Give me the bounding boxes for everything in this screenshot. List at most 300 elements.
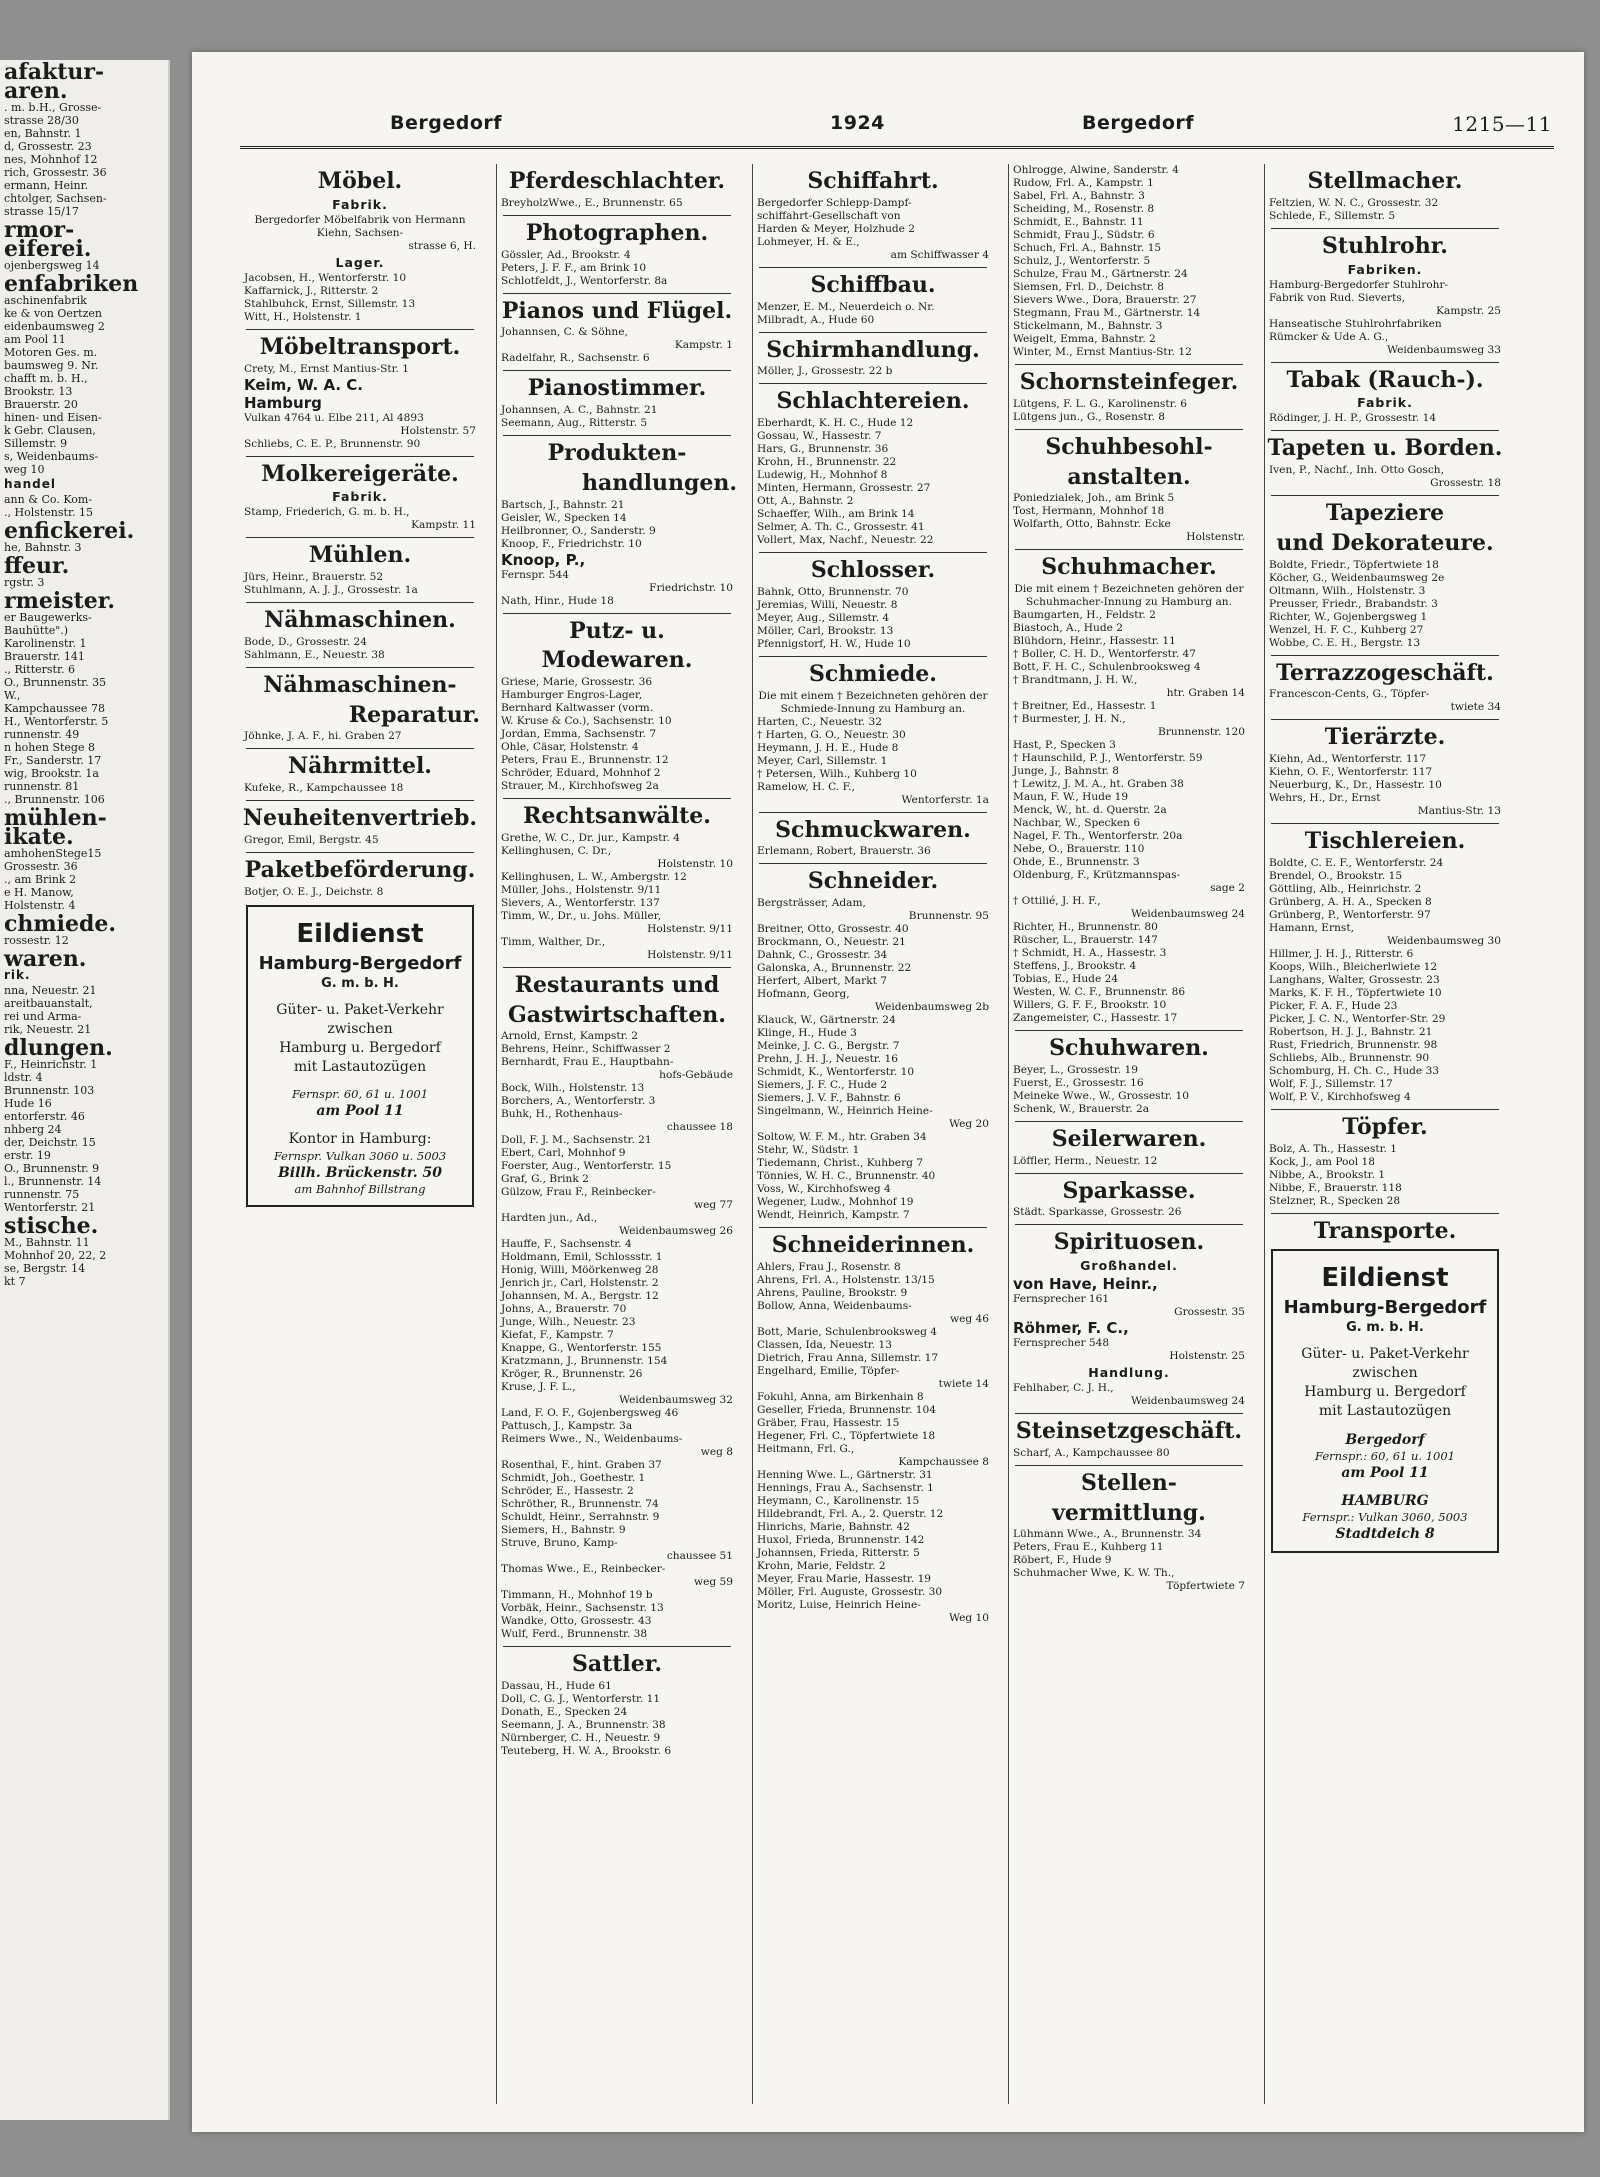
directory-entry: Die mit einem † Bezeichneten gehören der Schmiede-Innung zu Hamburg an. bbox=[758, 689, 988, 715]
directory-entry: Fehlhaber, C. J. H., bbox=[1013, 1382, 1114, 1394]
advert-office-address: Billh. Brückenstr. 50 bbox=[277, 1164, 443, 1181]
section-divider bbox=[246, 800, 474, 801]
directory-entry: Brendel, O., Brookstr. 15 bbox=[1269, 869, 1403, 882]
directory-entry: Peters, Frau E., Brunnenstr. 12 bbox=[501, 754, 669, 766]
directory-entry: Johannsen, Frieda, Ritterstr. 5 bbox=[757, 1546, 920, 1559]
left-heading: rmor- bbox=[4, 217, 75, 243]
section-heading: Restaurants und bbox=[514, 971, 720, 998]
left-entry: strasse 28/30 bbox=[4, 114, 79, 127]
directory-entry: Weidenbaumsweg 24 bbox=[1131, 908, 1245, 920]
directory-entry: Kampstr. 1 bbox=[674, 339, 733, 352]
directory-entry: Neuerburg, K., Dr., Hassestr. 10 bbox=[1269, 779, 1442, 791]
directory-entry: Weidenbaumsweg 26 bbox=[619, 1225, 733, 1238]
directory-entry: Bernhardt, Frau E., Hauptbahn- bbox=[501, 1056, 674, 1069]
directory-entry: Gülzow, Frau F., Reinbecker- bbox=[501, 1186, 656, 1199]
left-entry: s, Weidenbaums- bbox=[4, 450, 99, 463]
directory-entry: Schröther, R., Brunnenstr. 74 bbox=[501, 1498, 659, 1511]
section-divider bbox=[1015, 1224, 1243, 1225]
section-heading: Nähmaschinen. bbox=[264, 607, 456, 633]
directory-entry: Hillmer, J. H. J., Ritterstr. 6 bbox=[1269, 947, 1414, 960]
directory-entry: weg 46 bbox=[950, 1312, 989, 1325]
directory-entry: Langhans, Walter, Grossestr. 23 bbox=[1269, 973, 1440, 986]
left-entry: H., Wentorferstr. 5 bbox=[4, 715, 109, 728]
directory-entry: Breitner, Otto, Grossestr. 40 bbox=[757, 923, 909, 935]
left-heading: chmiede. bbox=[4, 911, 117, 937]
left-heading: dlungen. bbox=[4, 1035, 113, 1061]
advert-office-phone: Fernspr. Vulkan 3060 u. 5003 bbox=[273, 1148, 447, 1163]
left-entry: O., Brunnenstr. 35 bbox=[4, 676, 107, 689]
directory-entry: Seemann, J. A., Brunnenstr. 38 bbox=[501, 1719, 666, 1731]
section-heading: Schneider. bbox=[807, 868, 939, 895]
directory-entry: Siemers, J. F. C., Hude 2 bbox=[757, 1079, 888, 1091]
section-heading: Modewaren. bbox=[541, 647, 693, 674]
directory-entry: twiete 14 bbox=[938, 1377, 989, 1390]
advert-company: G. m. b. H. bbox=[321, 975, 399, 991]
directory-entry: Donath, E., Specken 24 bbox=[501, 1706, 628, 1718]
directory-entry: Hast, P., Specken 3 bbox=[1013, 739, 1116, 751]
directory-entry: Beyer, L., Grossestr. 19 bbox=[1013, 1063, 1138, 1076]
directory-entry: Kiefat, F., Kampstr. 7 bbox=[501, 1329, 614, 1342]
section-divider bbox=[246, 329, 474, 330]
directory-entry: Johannsen, A. C., Bahnstr. 21 bbox=[501, 404, 658, 416]
directory-entry: Meyer, Frau Marie, Hassestr. 19 bbox=[757, 1572, 932, 1585]
left-entry: entorferstr. 46 bbox=[4, 1110, 85, 1123]
section-divider bbox=[759, 267, 987, 268]
directory-entry: Weidenbaumsweg 32 bbox=[619, 1394, 733, 1407]
directory-entry: weg 77 bbox=[694, 1199, 733, 1212]
section-heading: Nährmittel. bbox=[288, 753, 432, 780]
directory-entry: Honig, Willi, Möörkenweg 28 bbox=[501, 1264, 659, 1277]
left-entry: Brookstr. 13 bbox=[4, 385, 73, 398]
left-page-fragment bbox=[0, 60, 170, 2120]
section-heading: Spirituosen. bbox=[1053, 1229, 1205, 1256]
section-heading: Photographen. bbox=[525, 219, 709, 246]
directory-entry: Schlede, F., Sillemstr. 5 bbox=[1269, 209, 1396, 222]
section-divider bbox=[759, 1227, 987, 1228]
section-subheading: Fabriken. bbox=[1347, 261, 1423, 277]
advert-spacer bbox=[254, 1120, 466, 1130]
directory-entry: Nath, Hinr., Hude 18 bbox=[501, 594, 614, 607]
directory-entry: Lütgens, F. L. G., Karolinenstr. 6 bbox=[1013, 397, 1187, 410]
directory-entry: Holstenstr. bbox=[1186, 531, 1245, 544]
directory-entry: Sievers Wwe., Dora, Brauerstr. 27 bbox=[1013, 294, 1197, 306]
section-heading: Schlosser. bbox=[810, 557, 936, 583]
directory-entry: Fokuhl, Anna, am Birkenhain 8 bbox=[757, 1390, 924, 1403]
section-divider bbox=[1015, 364, 1243, 365]
column-2 bbox=[496, 164, 737, 2104]
section-heading: Terrazzogeschäft. bbox=[1276, 659, 1494, 686]
directory-entry: Wenzel, H. F. C., Kuhberg 27 bbox=[1269, 623, 1424, 636]
left-heading: enfabriken bbox=[4, 271, 139, 297]
left-entry: M., Bahnstr. 11 bbox=[4, 1236, 90, 1249]
advert-ad2 bbox=[1271, 1249, 1499, 1553]
directory-entry: Heymann, C., Karolinenstr. 15 bbox=[757, 1494, 920, 1507]
directory-entry: Jürs, Heinr., Brauerstr. 52 bbox=[244, 571, 384, 583]
section-heading: Rechtsanwälte. bbox=[523, 803, 711, 829]
left-entry: . m. b.H., Grosse- bbox=[4, 101, 102, 114]
directory-entry: Fernsprecher 161 bbox=[1013, 1293, 1110, 1305]
directory-entry: Graf, G., Brink 2 bbox=[501, 1173, 589, 1186]
section-divider bbox=[1271, 1109, 1499, 1110]
directory-entry: Scheiding, M., Rosenstr. 8 bbox=[1013, 203, 1155, 215]
section-divider bbox=[503, 967, 731, 968]
section-divider bbox=[1015, 1173, 1243, 1174]
directory-entry: Stamp, Friederich, G. m. b. H., bbox=[244, 506, 410, 519]
directory-entry: Singelmann, W., Heinrich Heine- bbox=[757, 1105, 933, 1117]
section-heading: und Dekorateure. bbox=[1276, 529, 1494, 556]
directory-entry: Heymann, J. H. E., Hude 8 bbox=[757, 741, 899, 754]
left-entry: Sillemstr. 9 bbox=[4, 437, 68, 450]
directory-entry: Richter, H., Brunnenstr. 80 bbox=[1013, 921, 1158, 933]
section-divider bbox=[503, 1646, 731, 1647]
directory-entry: Lohmeyer, H. & E., bbox=[757, 235, 860, 248]
advert-address: am Pool 11 bbox=[1341, 1465, 1429, 1482]
left-entry: Bauhütte".) bbox=[4, 624, 69, 637]
advert-line: Hamburg u. Bergedorf bbox=[279, 1039, 441, 1056]
left-entry: rich, Grossestr. 36 bbox=[4, 166, 107, 179]
section-subheading: Fabrik. bbox=[1357, 395, 1413, 411]
directory-entry: sage 2 bbox=[1210, 882, 1245, 894]
featured-entry: Knoop, P., bbox=[501, 550, 586, 569]
advert-line: Hamburg u. Bergedorf bbox=[1304, 1384, 1466, 1401]
directory-entry: Hardten jun., Ad., bbox=[501, 1212, 598, 1225]
directory-entry: Kratzmann, J., Brunnenstr. 154 bbox=[501, 1355, 668, 1368]
running-header bbox=[240, 108, 1554, 149]
directory-entry: Jeremias, Willi, Neuestr. 8 bbox=[757, 598, 898, 611]
section-heading: Schmuckwaren. bbox=[775, 816, 971, 843]
directory-entry: Vulkan 4764 u. Elbe 211, Al 4893 bbox=[244, 411, 424, 424]
advert-spacer bbox=[254, 1077, 466, 1087]
directory-entry: Weidenbaumsweg 24 bbox=[1131, 1395, 1245, 1407]
left-entry: ann & Co. Kom- bbox=[4, 493, 93, 506]
directory-entry: Fernsprecher 548 bbox=[1013, 1337, 1110, 1349]
section-heading: Mühlen. bbox=[308, 542, 412, 569]
left-entry: l., Brunnenstr. 14 bbox=[4, 1175, 102, 1188]
section-divider bbox=[1271, 362, 1499, 363]
section-heading: Pianos und Flügel. bbox=[501, 297, 733, 324]
directory-entry: Boldte, Friedr., Töpfertwiete 18 bbox=[1269, 558, 1439, 571]
section-heading: Gastwirtschaften. bbox=[508, 1001, 726, 1028]
advert-line: zwischen bbox=[327, 1020, 393, 1037]
directory-entry: Fuerst, E., Grossestr. 16 bbox=[1013, 1076, 1144, 1089]
directory-entry: Kock, J., am Pool 18 bbox=[1269, 1155, 1376, 1168]
advert-line: zwischen bbox=[1352, 1365, 1418, 1382]
left-entry: Mohnhof 20, 22, 2 bbox=[4, 1249, 107, 1262]
directory-entry: Rödinger, J. H. P., Grossestr. 14 bbox=[1269, 412, 1437, 425]
directory-entry: Schröder, E., Hassestr. 2 bbox=[501, 1485, 634, 1498]
section-divider bbox=[1015, 549, 1243, 550]
left-heading: eiferei. bbox=[4, 236, 92, 262]
directory-entry: Kellinghusen, C. Dr., bbox=[501, 844, 612, 857]
directory-entry: Schmidt, Joh., Goethestr. 1 bbox=[501, 1472, 646, 1485]
directory-entry: Wolfarth, Otto, Bahnstr. Ecke bbox=[1013, 518, 1171, 531]
directory-entry: Holstenstr. 57 bbox=[400, 424, 476, 437]
directory-entry: Schmidt, K., Wentorferstr. 10 bbox=[757, 1066, 915, 1078]
section-subheading: Lager. bbox=[335, 254, 385, 270]
left-entry: n hohen Stege 8 bbox=[4, 741, 95, 754]
directory-entry: Kampstr. 11 bbox=[411, 519, 476, 532]
directory-entry: Schliebs, Alb., Brunnenstr. 90 bbox=[1269, 1051, 1430, 1064]
directory-entry: Kaffarnick, J., Ritterstr. 2 bbox=[244, 284, 379, 297]
directory-entry: Hinrichs, Marie, Bahnstr. 42 bbox=[757, 1520, 911, 1533]
directory-entry: Gossau, W., Hassestr. 7 bbox=[757, 430, 882, 442]
directory-entry: Radelfahr, R., Sachsenstr. 6 bbox=[501, 352, 650, 365]
directory-entry: Preusser, Friedr., Brabandstr. 3 bbox=[1269, 597, 1438, 610]
directory-entry: Kröger, R., Brunnenstr. 26 bbox=[501, 1368, 643, 1381]
advert-title: Eildienst bbox=[296, 918, 424, 949]
directory-entry: † Brandtmann, J. H. W., bbox=[1013, 674, 1138, 686]
left-entry: Motoren Ges. m. bbox=[4, 346, 98, 359]
directory-entry: Krohn, H., Brunnenstr. 22 bbox=[757, 456, 897, 468]
left-entry: en, Bahnstr. 1 bbox=[4, 127, 82, 140]
directory-entry: strasse 6, H. bbox=[408, 239, 476, 252]
advert-line: mit Lastautozügen bbox=[1318, 1403, 1452, 1420]
directory-entry: W. Kruse & Co.), Sachsenstr. 10 bbox=[501, 715, 672, 727]
directory-entry: Holstenstr. 25 bbox=[1169, 1350, 1245, 1362]
directory-entry: Baumgarten, H., Feldstr. 2 bbox=[1013, 609, 1156, 621]
directory-entry: Ohle, Cäsar, Holstenstr. 4 bbox=[501, 741, 639, 753]
directory-entry: chaussee 51 bbox=[666, 1550, 733, 1563]
directory-entry: Schuhmacher Wwe, K. W. Th., bbox=[1013, 1567, 1175, 1580]
directory-entry: Galonska, A., Brunnenstr. 22 bbox=[757, 962, 912, 974]
directory-entry: Möller, J., Grossestr. 22 b bbox=[757, 365, 893, 378]
section-divider bbox=[246, 456, 474, 457]
section-divider bbox=[1015, 1121, 1243, 1122]
directory-entry: Koops, Wilh., Bleicherlwiete 12 bbox=[1269, 960, 1438, 973]
directory-entry: Tönnies, W. H. C., Brunnenstr. 40 bbox=[757, 1170, 936, 1182]
directory-entry: Kruse, J. F. L., bbox=[501, 1381, 576, 1394]
directory-entry: Selmer, A. Th. C., Grossestr. 41 bbox=[757, 521, 925, 533]
directory-entry: twiete 34 bbox=[1450, 701, 1501, 714]
directory-entry: Möller, Carl, Brookstr. 13 bbox=[757, 624, 894, 637]
directory-entry: Herfert, Albert, Markt 7 bbox=[757, 975, 887, 987]
section-divider bbox=[246, 537, 474, 538]
left-entry: am Pool 11 bbox=[4, 333, 66, 346]
left-entry: e H. Manow, bbox=[4, 886, 74, 899]
directory-entry: Pfennigstorf, H. W., Hude 10 bbox=[757, 637, 911, 650]
directory-entry: Griese, Marie, Grossestr. 36 bbox=[501, 676, 653, 688]
directory-entry: Schenk, W., Brauerstr. 2a bbox=[1013, 1102, 1150, 1115]
left-entry: O., Brunnenstr. 9 bbox=[4, 1162, 100, 1175]
directory-entry: Willers, G. F. F., Brookstr. 10 bbox=[1013, 999, 1167, 1011]
advert-phone: Fernspr.: 60, 61 u. 1001 bbox=[1315, 1449, 1455, 1464]
directory-entry: Krohn, Marie, Feldstr. 2 bbox=[757, 1559, 886, 1572]
directory-entry: † Schmidt, H. A., Hassestr. 3 bbox=[1013, 947, 1167, 959]
left-entry: F., Heinrichstr. 1 bbox=[4, 1058, 98, 1071]
directory-entry: Borchers, A., Wentorferstr. 3 bbox=[501, 1095, 656, 1108]
directory-entry: † Harten, G. O., Neuestr. 30 bbox=[757, 728, 906, 741]
directory-entry: Schliebs, C. E. P., Brunnenstr. 90 bbox=[244, 437, 421, 450]
section-heading: Schiffbau. bbox=[810, 271, 936, 298]
directory-entry: Timm, W., Dr., u. Johs. Müller, bbox=[501, 909, 662, 922]
section-divider bbox=[1271, 495, 1499, 496]
directory-entry: Grossestr. 18 bbox=[1430, 477, 1501, 489]
directory-entry: Sahlmann, E., Neuestr. 38 bbox=[244, 648, 385, 661]
advert-spacer bbox=[1279, 1421, 1491, 1431]
directory-entry: Stuhlmann, A. J. J., Grossestr. 1a bbox=[244, 584, 418, 596]
section-heading: Möbeltransport. bbox=[259, 333, 461, 360]
directory-entry: Dassau, H., Hude 61 bbox=[501, 1680, 612, 1692]
section-heading: Sparkasse. bbox=[1062, 1177, 1196, 1204]
advert-ad1 bbox=[246, 905, 474, 1207]
directory-entry: Rümcker & Ude A. G., bbox=[1269, 330, 1389, 343]
directory-entry: Klauck, W., Gärtnerstr. 24 bbox=[757, 1014, 896, 1026]
directory-entry: Wegener, Ludw., Mohnhof 19 bbox=[757, 1196, 914, 1208]
section-divider bbox=[1271, 655, 1499, 656]
directory-entry: Picker, F. A. F., Hude 23 bbox=[1269, 999, 1398, 1012]
advert-title: Eildienst bbox=[1321, 1263, 1449, 1294]
directory-entry: Dahnk, C., Grossestr. 34 bbox=[757, 949, 888, 961]
left-entry: rei und Arma- bbox=[4, 1010, 82, 1023]
left-entry: ke & von Oertzen bbox=[4, 307, 102, 320]
directory-entry: Bode, D., Grossestr. 24 bbox=[244, 635, 368, 648]
directory-entry: Bollow, Anna, Weidenbaums- bbox=[757, 1299, 912, 1312]
directory-entry: Soltow, W. F. M., htr. Graben 34 bbox=[757, 1131, 927, 1143]
directory-entry: Löffler, Herm., Neuestr. 12 bbox=[1013, 1154, 1158, 1167]
directory-entry: Töpfertwiete 7 bbox=[1166, 1580, 1245, 1593]
left-heading: rmeister. bbox=[4, 588, 115, 614]
directory-entry: Grünberg, A. H. A., Specken 8 bbox=[1269, 895, 1432, 908]
directory-entry: Picker, J. C. N., Wentorfer-Str. 29 bbox=[1269, 1012, 1446, 1025]
directory-page bbox=[192, 52, 1584, 2132]
directory-entry: Holstenstr. 9/11 bbox=[647, 948, 733, 961]
directory-entry: Weidenbaumsweg 2b bbox=[875, 1001, 989, 1013]
left-entry: erstr. 19 bbox=[4, 1149, 51, 1162]
directory-entry: Jacobsen, H., Wentorferstr. 10 bbox=[244, 271, 407, 284]
section-heading: anstalten. bbox=[1067, 463, 1191, 490]
left-entry: nes, Mohnhof 12 bbox=[4, 153, 98, 166]
directory-entry: Ahlers, Frau J., Rosenstr. 8 bbox=[757, 1260, 901, 1273]
section-divider bbox=[503, 798, 731, 799]
directory-entry: Ludewig, H., Mohnhof 8 bbox=[757, 469, 888, 481]
section-divider bbox=[246, 852, 474, 853]
featured-entry: von Have, Heinr., bbox=[1013, 1275, 1158, 1293]
left-entry: rgstr. 3 bbox=[4, 576, 45, 589]
column-4 bbox=[1008, 164, 1249, 2104]
directory-entry: Nachbar, W., Specken 6 bbox=[1013, 817, 1141, 829]
section-heading: Möbel. bbox=[317, 168, 403, 194]
directory-entry: schiffahrt-Gesellschaft von bbox=[757, 209, 901, 222]
left-entry: ermann, Heinr. bbox=[4, 179, 89, 192]
section-heading: Produkten- bbox=[547, 440, 687, 466]
directory-entry: Schröder, Eduard, Mohnhof 2 bbox=[501, 767, 661, 779]
header-page-number: 1215—11 bbox=[1452, 112, 1552, 136]
left-entry: nna, Neuestr. 21 bbox=[4, 984, 97, 997]
directory-entry: Richter, W., Gojenbergsweg 1 bbox=[1269, 610, 1428, 623]
section-divider bbox=[759, 812, 987, 813]
directory-entry: Klinge, H., Hude 3 bbox=[757, 1027, 857, 1039]
section-divider bbox=[759, 863, 987, 864]
directory-entry: Kellinghusen, L. W., Ambergstr. 12 bbox=[501, 870, 687, 883]
advert-company: G. m. b. H. bbox=[1346, 1320, 1424, 1336]
directory-entry: Wulf, Ferd., Brunnenstr. 38 bbox=[501, 1628, 648, 1641]
directory-entry: Vollert, Max, Nachf., Neuestr. 22 bbox=[757, 534, 934, 546]
left-heading: waren. bbox=[4, 946, 87, 972]
left-entry: Kampchaussee 78 bbox=[4, 702, 105, 715]
left-entry: der, Deichstr. 15 bbox=[4, 1136, 96, 1149]
left-entry: Brunnenstr. 103 bbox=[4, 1084, 95, 1097]
advert-line: Güter- u. Paket-Verkehr bbox=[1301, 1346, 1469, 1363]
directory-entry: Ohde, E., Brunnenstr. 3 bbox=[1013, 856, 1140, 868]
directory-entry: Foerster, Aug., Wentorferstr. 15 bbox=[501, 1160, 672, 1173]
directory-entry: Städt. Sparkasse, Grossestr. 26 bbox=[1013, 1206, 1182, 1219]
directory-entry: † Burmester, J. H. N., bbox=[1013, 713, 1126, 725]
section-divider bbox=[1271, 228, 1499, 229]
directory-entry: weg 8 bbox=[700, 1446, 733, 1459]
directory-entry: Zangemeister, C., Hassestr. 17 bbox=[1013, 1012, 1178, 1024]
section-heading: Schornsteinfeger. bbox=[1019, 369, 1239, 395]
directory-entry: Ott, A., Bahnstr. 2 bbox=[757, 495, 854, 507]
left-entry: strasse 15/17 bbox=[4, 205, 79, 218]
directory-entry: Henning Wwe. L., Gärtnerstr. 31 bbox=[757, 1468, 933, 1481]
directory-entry: Wentorferstr. 1a bbox=[901, 793, 989, 806]
left-entry: ., Ritterstr. 6 bbox=[4, 663, 76, 676]
left-entry: amhohenStege15 bbox=[4, 847, 102, 860]
left-heading: stische. bbox=[4, 1213, 99, 1239]
directory-entry: Nibbe, F., Brauerstr. 118 bbox=[1269, 1181, 1402, 1194]
column-1 bbox=[240, 164, 480, 2104]
directory-entry: Junge, Wilh., Neuestr. 23 bbox=[501, 1316, 636, 1329]
section-divider bbox=[246, 667, 474, 668]
left-entry: Brauerstr. 141 bbox=[4, 650, 85, 663]
directory-entry: Voss, W., Kirchhofsweg 4 bbox=[757, 1183, 891, 1195]
section-heading: Stellmacher. bbox=[1307, 168, 1463, 194]
advert-line: mit Lastautozügen bbox=[293, 1058, 427, 1075]
left-entry: Holstenstr. 4 bbox=[4, 899, 76, 912]
section-heading: Schneiderinnen. bbox=[771, 1232, 975, 1258]
section-divider bbox=[1015, 1413, 1243, 1414]
directory-entry: Nagel, F. Th., Wentorferstr. 20a bbox=[1013, 830, 1183, 842]
featured-entry: Hamburg bbox=[244, 393, 322, 412]
section-heading: handlungen. bbox=[581, 469, 737, 496]
directory-entry: Holdmann, Emil, Schlossstr. 1 bbox=[501, 1251, 663, 1264]
left-subheading: rik. bbox=[4, 968, 31, 982]
section-heading: Reparatur. bbox=[348, 701, 480, 728]
directory-entry: Oldenburg, F., Krützmannspas- bbox=[1013, 869, 1181, 881]
directory-entry: Rudow, Frl. A., Kampstr. 1 bbox=[1013, 177, 1154, 189]
directory-entry: Schulz, J., Wentorferstr. 5 bbox=[1013, 255, 1151, 267]
directory-entry: † Boller, C. H. D., Wentorferstr. 47 bbox=[1013, 648, 1197, 660]
left-entry: Brauerstr. 20 bbox=[4, 398, 78, 411]
directory-entry: Thomas Wwe., E., Reinbecker- bbox=[501, 1563, 666, 1576]
section-divider bbox=[1015, 1465, 1243, 1466]
left-heading: ffeur. bbox=[4, 553, 70, 579]
directory-entry: Meyer, Carl, Sillemstr. 1 bbox=[757, 754, 888, 767]
directory-entry: † Ottilié, J. H. F., bbox=[1013, 895, 1101, 907]
directory-entry: Sievers, A., Wentorferstr. 137 bbox=[501, 896, 660, 909]
directory-entry: Bolz, A. Th., Hassestr. 1 bbox=[1269, 1142, 1398, 1155]
directory-entry: Menck, W., ht. d. Querstr. 2a bbox=[1013, 804, 1167, 816]
directory-columns bbox=[240, 164, 1554, 2104]
directory-entry: Schuch, Frl. A., Bahnstr. 15 bbox=[1013, 242, 1162, 254]
directory-entry: Junge, J., Bahnstr. 8 bbox=[1013, 765, 1120, 777]
directory-entry: Stehr, W., Südstr. 1 bbox=[757, 1144, 860, 1156]
directory-entry: Bernhard Kaltwasser (vorm. bbox=[501, 702, 654, 714]
section-subheading: Großhandel. bbox=[1080, 1258, 1178, 1273]
directory-entry: † Petersen, Wilh., Kuhberg 10 bbox=[757, 767, 917, 780]
directory-entry: Milbradt, A., Hude 60 bbox=[757, 313, 875, 326]
directory-entry: Holstenstr. 9/11 bbox=[647, 922, 733, 935]
directory-entry: Sabel, Frl. A., Bahnstr. 3 bbox=[1013, 190, 1145, 202]
directory-entry: Francescon-Cents, G., Töpfer- bbox=[1269, 688, 1430, 701]
section-heading: Tischlereien. bbox=[1304, 828, 1466, 854]
directory-entry: Hegener, Frl. C., Töpfertwiete 18 bbox=[757, 1429, 936, 1442]
directory-entry: Ramelow, H. C. F., bbox=[757, 780, 856, 793]
left-entry: ldstr. 4 bbox=[4, 1071, 43, 1084]
directory-entry: Fabrik von Rud. Sieverts, bbox=[1269, 291, 1406, 304]
directory-entry: Meyer, Aug., Sillemstr. 4 bbox=[757, 611, 890, 624]
section-divider bbox=[759, 332, 987, 333]
